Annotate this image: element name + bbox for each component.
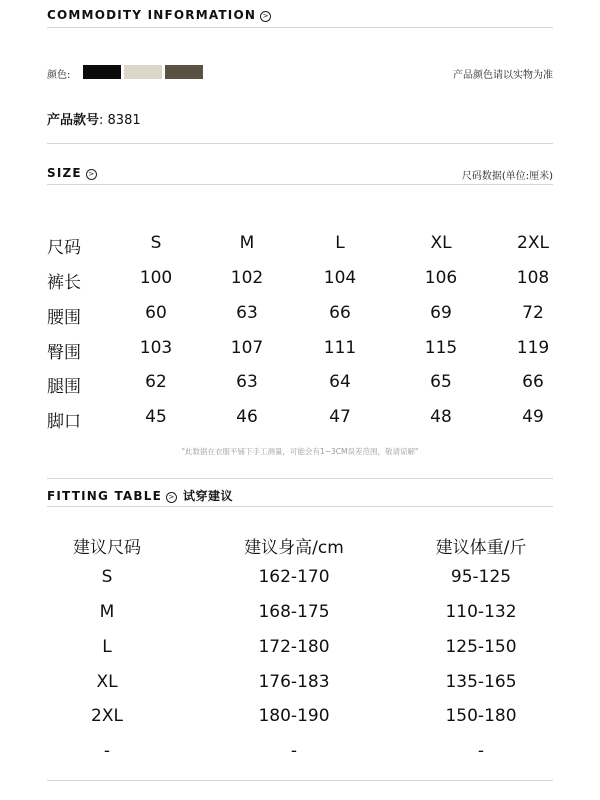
circled-arrow-icon: > bbox=[86, 169, 97, 180]
size-table-header-cell: L bbox=[335, 233, 345, 253]
size-table-cell: 63 bbox=[236, 372, 258, 392]
color-label: 颜色: bbox=[47, 70, 71, 81]
size-table-cell: 66 bbox=[522, 372, 544, 392]
fitting-table-cell: 180-190 bbox=[258, 706, 330, 726]
fitting-table-cell: 150-180 bbox=[445, 706, 517, 726]
size-table-header-cell: 尺码 bbox=[47, 238, 81, 258]
commodity-title-text: COMMODITY INFORMATION bbox=[47, 8, 257, 22]
fitting-table-cell: 95-125 bbox=[450, 567, 512, 587]
size-table-cell: 66 bbox=[329, 303, 351, 323]
product-code-value: : 8381 bbox=[99, 113, 141, 128]
fitting-title-text: FITTING TABLE bbox=[47, 489, 162, 503]
circled-arrow-icon: > bbox=[166, 492, 177, 503]
fitting-table-header-cell: 建议体重/斤 bbox=[435, 538, 527, 558]
fitting-table-cell: 172-180 bbox=[258, 637, 330, 657]
fitting-table-cell: 2XL bbox=[91, 706, 123, 726]
size-table-cell: 69 bbox=[430, 303, 452, 323]
color-note: 产品颜色请以实物为准 bbox=[453, 70, 553, 81]
size-table-header-cell: M bbox=[239, 233, 255, 253]
fitting-table-cell: S bbox=[101, 567, 113, 587]
size-table-cell: 106 bbox=[424, 268, 458, 288]
size-title-text: SIZE bbox=[47, 166, 82, 180]
size-footnote: "此数据在衣服平铺下手工测量，可能会有1~3CM误差范围，敬请谅解" bbox=[181, 447, 419, 456]
size-table-cell: 脚口 bbox=[47, 412, 81, 432]
size-table-cell: 46 bbox=[236, 407, 258, 427]
size-unit-note: 尺码数据(单位:厘米) bbox=[461, 171, 553, 182]
size-table-cell: 49 bbox=[522, 407, 544, 427]
size-table-cell: 47 bbox=[329, 407, 351, 427]
size-table-cell: 107 bbox=[230, 338, 264, 358]
fitting-table-cell: - bbox=[290, 741, 298, 761]
fitting-table-cell: 135-165 bbox=[445, 672, 517, 692]
fitting-table-header-cell: 建议尺码 bbox=[73, 538, 141, 558]
size-table-header-cell: XL bbox=[430, 233, 452, 253]
size-table-cell: 48 bbox=[430, 407, 452, 427]
fitting-table-cell: 125-150 bbox=[445, 637, 517, 657]
size-table-cell: 腰围 bbox=[47, 308, 81, 328]
size-table-cell: 115 bbox=[424, 338, 458, 358]
size-table-header-cell: S bbox=[150, 233, 162, 253]
fitting-table-cell: - bbox=[103, 741, 111, 761]
size-table-cell: 104 bbox=[323, 268, 357, 288]
size-table-cell: 108 bbox=[516, 268, 550, 288]
fitting-table-cell: 168-175 bbox=[258, 602, 330, 622]
fitting-table-header-cell: 建议身高/cm bbox=[244, 538, 344, 558]
size-table-cell: 臀围 bbox=[47, 343, 81, 363]
size-table-cell: 100 bbox=[139, 268, 173, 288]
size-table-cell: 102 bbox=[230, 268, 264, 288]
size-table-cell: 62 bbox=[145, 372, 167, 392]
size-table-cell: 119 bbox=[516, 338, 550, 358]
fitting-table-cell: L bbox=[102, 637, 112, 657]
fitting-table-cell: - bbox=[477, 741, 485, 761]
size-table-cell: 45 bbox=[145, 407, 167, 427]
fitting-table-cell: M bbox=[99, 602, 115, 622]
size-table-cell: 60 bbox=[145, 303, 167, 323]
divider bbox=[47, 780, 553, 781]
size-table-cell: 103 bbox=[139, 338, 173, 358]
fitting-table-cell: 162-170 bbox=[258, 567, 330, 587]
fitting-table-cell: 176-183 bbox=[258, 672, 330, 692]
size-table-cell: 64 bbox=[329, 372, 351, 392]
size-table-cell: 65 bbox=[430, 372, 452, 392]
fitting-subtitle: 试穿建议 bbox=[182, 489, 233, 503]
size-table-cell: 腿围 bbox=[47, 377, 81, 397]
size-table-cell: 111 bbox=[323, 338, 357, 358]
circled-arrow-icon: > bbox=[260, 11, 271, 22]
size-table-cell: 裤长 bbox=[47, 273, 81, 293]
size-table-cell: 72 bbox=[522, 303, 544, 323]
fitting-table-cell: XL bbox=[96, 672, 118, 692]
product-code-label: 产品款号 bbox=[47, 113, 100, 128]
size-table-cell: 63 bbox=[236, 303, 258, 323]
fitting-table-cell: 110-132 bbox=[445, 602, 517, 622]
size-table-header-cell: 2XL bbox=[517, 233, 549, 253]
